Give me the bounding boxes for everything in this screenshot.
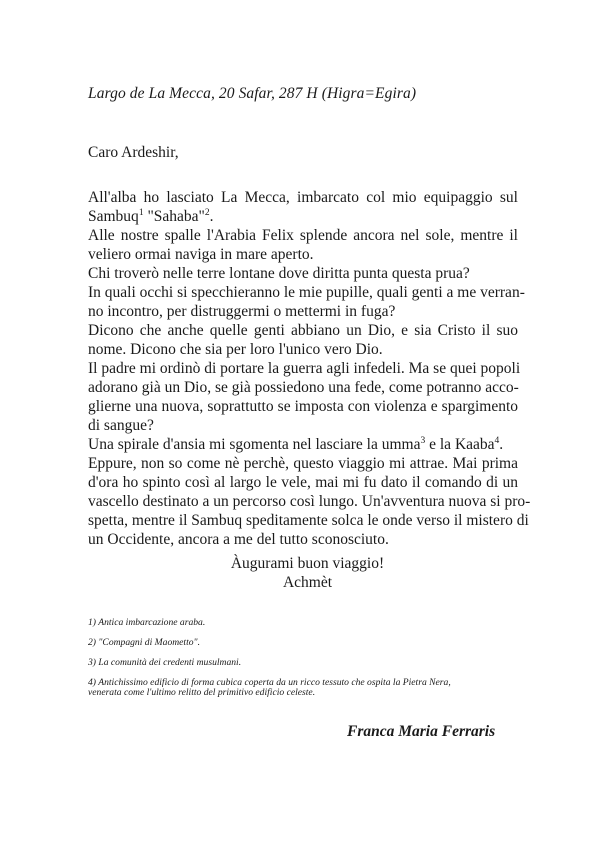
footnote-ref: 1 — [138, 208, 144, 218]
footnote: 4) Antichissimo edificio di forma cubica coperta da un ricco tessuto che ospita la Pietra Nera, — [88, 677, 451, 688]
body-line: nome. Dicono che sia per loro l'unico vero Dio. — [88, 341, 383, 358]
footnote: 1) Antica imbarcazione araba. — [88, 617, 206, 628]
body-line: un Occidente, ancora a me del tutto sconosciuto. — [88, 531, 389, 548]
footnote-ref: 4 — [494, 436, 500, 446]
body-line: spetta, mentre il Sambuq speditamente solca le onde verso il mistero di — [88, 512, 529, 529]
closing-wish: Àugurami buon viaggio! — [230, 555, 385, 572]
body-line: glierne una nuova, soprattutto se imposta con violenza e spargimento — [88, 398, 518, 415]
closing-name: Achmèt — [282, 574, 333, 591]
body-line: In quali occhi si specchieranno le mie pupille, quali genti a me verran- — [88, 284, 525, 301]
body-line: All'alba ho lasciato La Mecca, imbarcato col mio equipaggio sul — [88, 189, 518, 206]
body-line: d'ora ho spinto così al largo le vele, mai mi fu dato il comando di un — [88, 474, 518, 491]
body-line: Il padre mi ordinò di portare la guerra agli infedeli. Ma se quei popoli — [88, 360, 521, 377]
body-line: Eppure, non so come nè perchè, questo viaggio mi attrae. Mai prima — [88, 455, 518, 472]
body-line: Chi troverò nelle terre lontane dove diritta punta questa prua? — [88, 265, 470, 282]
body-line: di sangue? — [88, 417, 154, 434]
footnote-ref: 3 — [420, 436, 426, 446]
footnote-ref: 2 — [204, 208, 210, 218]
body-line: Dicono che anche quelle genti abbiano un Dio, e sia Cristo il suo — [88, 322, 518, 339]
footnote: 3) La comunità dei credenti musulmani. — [88, 657, 242, 668]
body-line: adorano già un Dio, se già possiedono una fede, come potranno acco- — [88, 379, 519, 396]
footnote-continuation: venerata come l'ultimo relitto del primitivo edificio celeste. — [88, 687, 316, 698]
footnote: 2) "Compagni di Maometto". — [88, 637, 200, 648]
body-line: Una spirale d'ansia mi sgomenta nel lasciare la umma$^3$ e la Kaaba$^4$. — [88, 436, 504, 453]
greeting: Caro Ardeshir, — [88, 144, 179, 161]
body-line: vascello destinato a un percorso così lungo. Un'avventura nuova si pro- — [88, 493, 531, 510]
footnotes — [88, 613, 518, 699]
letter-body — [88, 188, 531, 549]
body-line: Alle nostre spalle l'Arabia Felix splende ancora nel sole, mentre il — [88, 227, 518, 244]
body-line: Sambuq$^1$ "Sahaba"$^2$. — [88, 208, 214, 225]
body-line: veliero ormai naviga in mare aperto. — [88, 246, 314, 263]
body-line: no incontro, per distruggermi o mettermi in fuga? — [88, 303, 396, 320]
author-signature: Franca Maria Ferraris — [347, 723, 496, 740]
closing — [220, 554, 395, 592]
place-date-line: Largo de La Mecca, 20 Safar, 287 H (Higra=Egira) — [88, 85, 417, 102]
